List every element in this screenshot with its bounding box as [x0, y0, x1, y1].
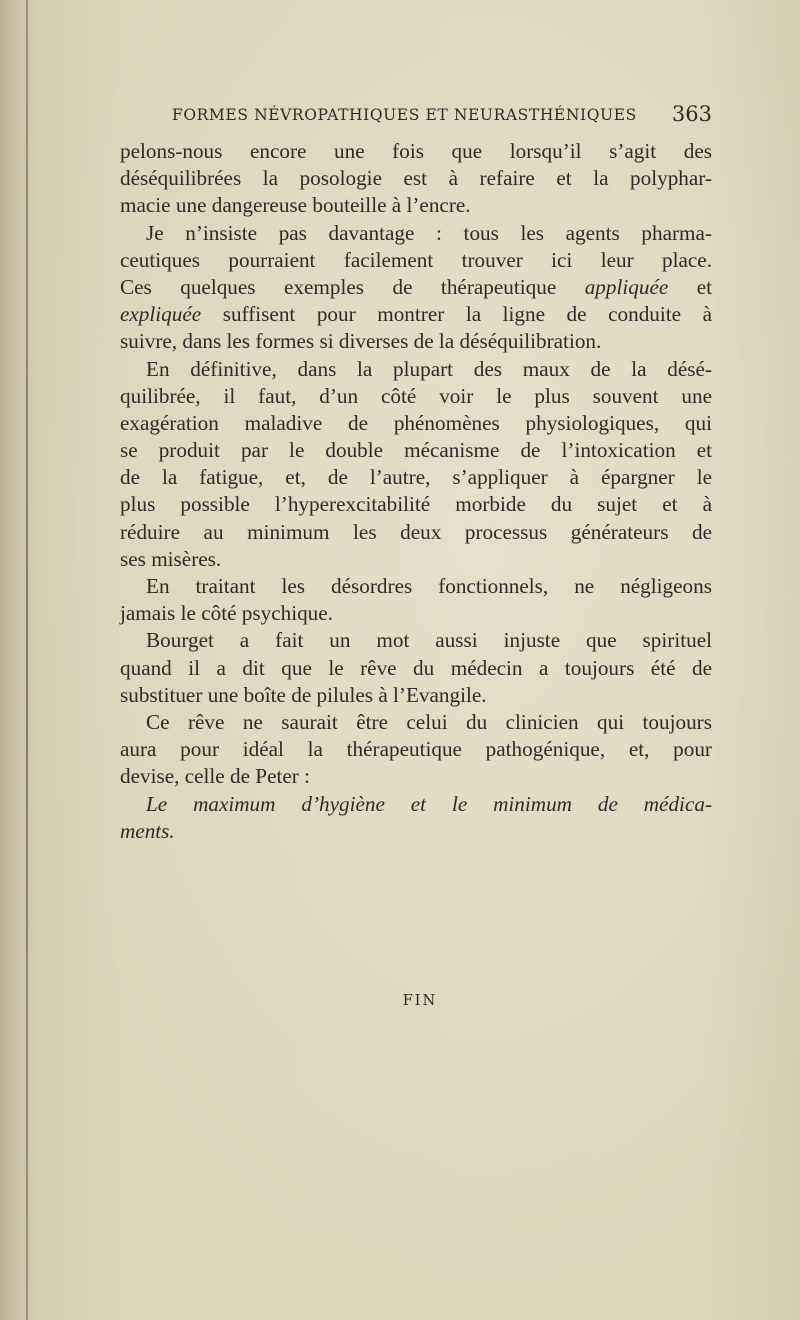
text-line: de la fatigue, et, de l’autre, s’appliquer à épargner le: [120, 465, 712, 490]
page-binding-edge: [26, 0, 28, 1320]
text-line: ceutiques pourraient facilement trouver ici leur place.: [120, 247, 712, 272]
text-line: aura pour idéal la thérapeutique pathogénique, et, pour: [120, 737, 712, 762]
text-segment: et: [696, 274, 713, 299]
epigraph-line: ments.: [120, 818, 175, 843]
text-line: devise, celle de Peter :: [120, 764, 311, 789]
text-line: plus possible l’hyperexcitabilité morbide du sujet et à: [120, 492, 712, 517]
text-line: En traitant les désordres fonctionnels, ne négligeons: [146, 574, 712, 598]
epigraph-line: Le maximum d’hygiène et le minimum de médica-: [146, 791, 712, 816]
text-segment: Ces quelques exemples de thérapeutique: [120, 274, 557, 299]
text-line: réduire au minimum les deux processus générateurs de: [120, 519, 712, 544]
running-header-title: FORMES NÉVROPATHIQUES ET NEURASTHÉNIQUES: [172, 106, 637, 124]
text-line: substituer une boîte de pilules à l’Evangile.: [120, 682, 487, 707]
text-line: jamais le côté psychique.: [120, 601, 333, 626]
end-mark: FIN: [402, 993, 438, 1009]
text-line: pelons-nous encore une fois que lorsqu’il s’agit des: [120, 139, 712, 163]
text-segment: suffisent pour montrer la ligne de conduite à: [222, 302, 712, 327]
text-line: ses misères.: [120, 546, 222, 571]
text-line: suivre, dans les formes si diverses de la déséquilibration.: [120, 329, 602, 354]
text-line: se produit par le double mécanisme de l’intoxication et: [120, 438, 712, 463]
text-line: En définitive, dans la plupart des maux de la désé-: [146, 356, 712, 381]
text-line: Je n’insiste pas davantage : tous les agents pharma-: [146, 220, 712, 245]
text-line: Bourget a fait un mot aussi injuste que spirituel: [146, 628, 712, 653]
body-text: [120, 138, 712, 845]
text-line-mixed: [120, 274, 712, 301]
page-binding-shadow: [0, 0, 36, 1320]
text-line: exagération maladive de phénomènes physiologiques, qui: [120, 410, 712, 435]
text-line: macie une dangereuse bouteille à l’encre.: [120, 193, 471, 218]
running-header: [172, 102, 712, 130]
page-number: 363: [671, 102, 712, 126]
italic-term: expliquée: [120, 302, 202, 327]
italic-term: appliquée: [584, 274, 669, 299]
text-line: quand il a dit que le rêve du médecin a toujours été de: [120, 655, 712, 680]
text-line-mixed: [120, 301, 712, 328]
text-line: Ce rêve ne saurait être celui du clinicien qui toujours: [146, 709, 712, 734]
text-line: déséquilibrées la posologie est à refaire et la polyphar-: [120, 166, 712, 191]
text-line: quilibrée, il faut, d’un côté voir le plus souvent une: [120, 383, 712, 408]
